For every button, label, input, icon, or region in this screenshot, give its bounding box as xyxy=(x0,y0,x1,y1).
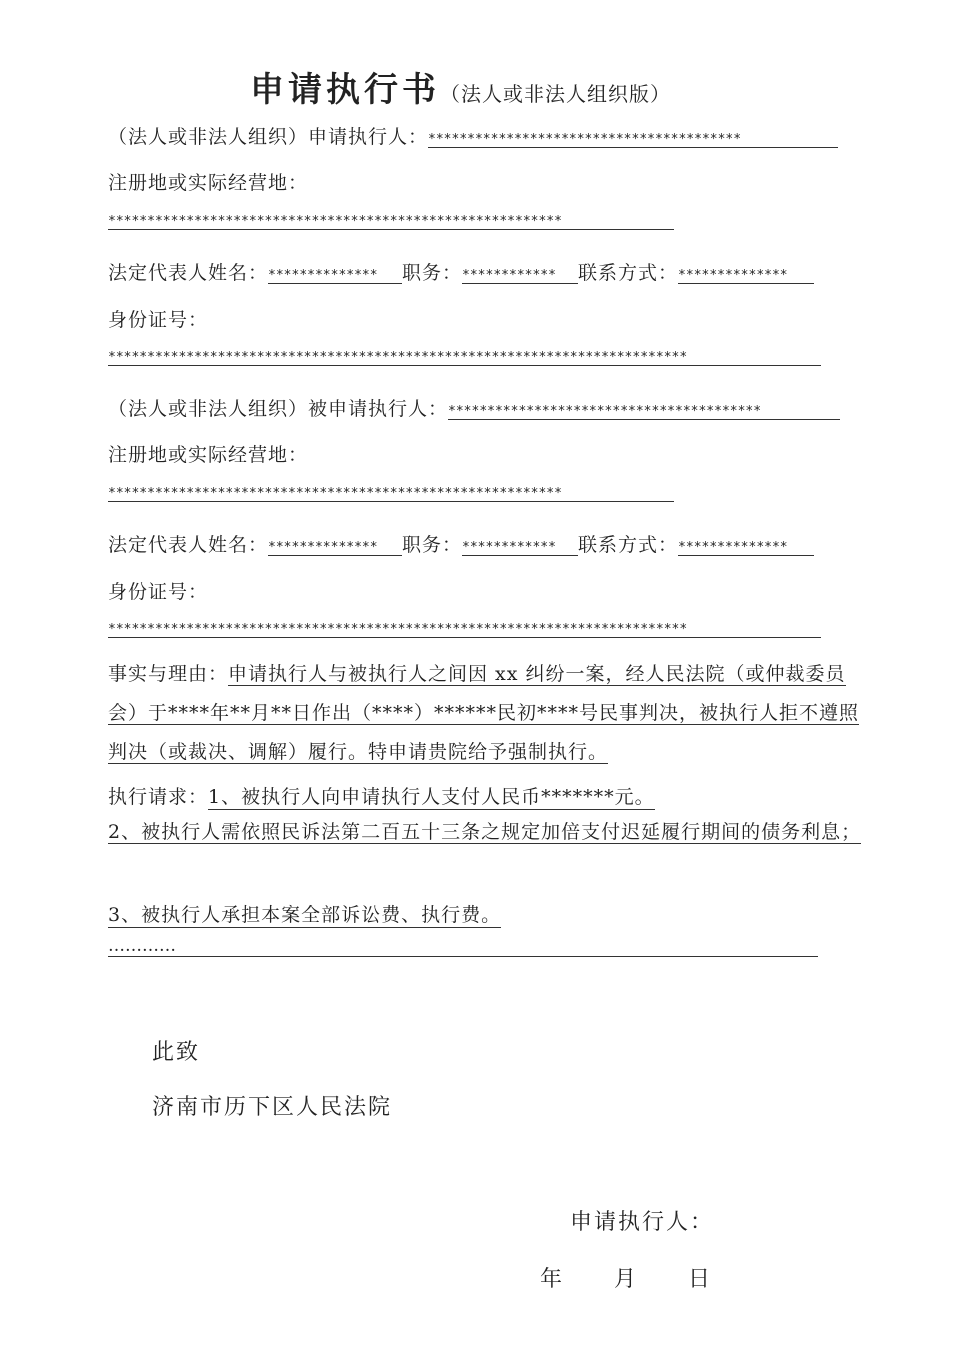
respondent-contact-label: 联系方式： xyxy=(578,534,679,556)
facts-text: 申请执行人与被执行人之间因 xx 纠纷一案，经人民法院（或仲裁委员会）于****年**月**日作出（****）******民初****号民事判决，被执行人拒不遵照判决（或裁决、调解）履行。特申请贵院给予强制执行。 xyxy=(108,663,860,763)
applicant-id-line xyxy=(108,346,821,366)
respondent-id-label: 身份证号： xyxy=(108,581,209,603)
applicant-label: （法人或非法人组织）申请执行人： xyxy=(108,126,429,148)
signature-label: 申请执行人： xyxy=(570,1210,715,1235)
applicant-position-label: 职务： xyxy=(402,262,463,284)
applicant-address-line xyxy=(108,210,674,230)
date-month: 月 xyxy=(614,1267,637,1292)
respondent-position-label: 职务： xyxy=(402,534,463,556)
applicant-id-label: 身份证号： xyxy=(108,309,209,331)
respondent-contact: ************** xyxy=(678,540,814,556)
applicant-contact-label: 联系方式： xyxy=(578,262,679,284)
respondent-id: ************************************************************************** xyxy=(108,622,821,638)
facts-paragraph xyxy=(108,655,863,772)
respondent-name: **************************************** xyxy=(448,404,840,420)
respondent-label: （法人或非法人组织）被申请执行人： xyxy=(108,398,449,420)
applicant-name: **************************************** xyxy=(428,132,838,148)
date-day: 日 xyxy=(688,1267,711,1292)
respondent-address-line xyxy=(108,482,674,502)
facts-label: 事实与理由： xyxy=(108,663,229,685)
request-item2: 2、被执行人需依照民诉法第二百五十三条之规定加倍支付迟延履行期间的债务利息； xyxy=(108,821,862,843)
applicant-rep-label: 法定代表人姓名： xyxy=(108,262,269,284)
request-item1: 1、被执行人向申请执行人支付人民币*******元。 xyxy=(208,782,655,810)
applicant-rep-line xyxy=(108,258,814,285)
respondent-line xyxy=(108,394,840,421)
applicant-rep-name: ************** xyxy=(268,268,402,284)
respondent-rep-line xyxy=(108,530,814,557)
request-item3-line xyxy=(108,900,501,928)
title-sub: （法人或非法人组织版） xyxy=(440,82,671,106)
court-name: 济南市历下区人民法院 xyxy=(152,1095,393,1120)
applicant-id: ************************************************************************** xyxy=(108,350,821,366)
respondent-position: ************ xyxy=(462,540,578,556)
request-item1-line xyxy=(108,782,655,810)
closing-salutation: 此致 xyxy=(152,1040,201,1065)
applicant-line xyxy=(108,122,838,149)
applicant-position: ************ xyxy=(462,268,578,284)
applicant-address-label: 注册地或实际经营地： xyxy=(108,172,309,194)
requests-label: 执行请求： xyxy=(108,786,209,808)
applicant-contact: ************** xyxy=(678,268,814,284)
respondent-id-line xyxy=(108,618,821,638)
title-main: 申请执行书 xyxy=(250,70,440,110)
date-line xyxy=(540,1262,710,1293)
respondent-address-label: 注册地或实际经营地： xyxy=(108,444,309,466)
applicant-address: ********************************************************** xyxy=(108,214,674,230)
request-item3: 3、被执行人承担本案全部诉讼费、执行费。 xyxy=(108,900,501,928)
respondent-rep-name: ************** xyxy=(268,540,402,556)
document-title xyxy=(250,62,671,111)
request-item2-paragraph xyxy=(108,813,863,852)
respondent-address: ********************************************************** xyxy=(108,486,674,502)
date-year: 年 xyxy=(540,1267,563,1292)
request-ellipsis-line xyxy=(108,936,818,957)
respondent-rep-label: 法定代表人姓名： xyxy=(108,534,269,556)
request-ellipsis: ………… xyxy=(108,936,818,957)
